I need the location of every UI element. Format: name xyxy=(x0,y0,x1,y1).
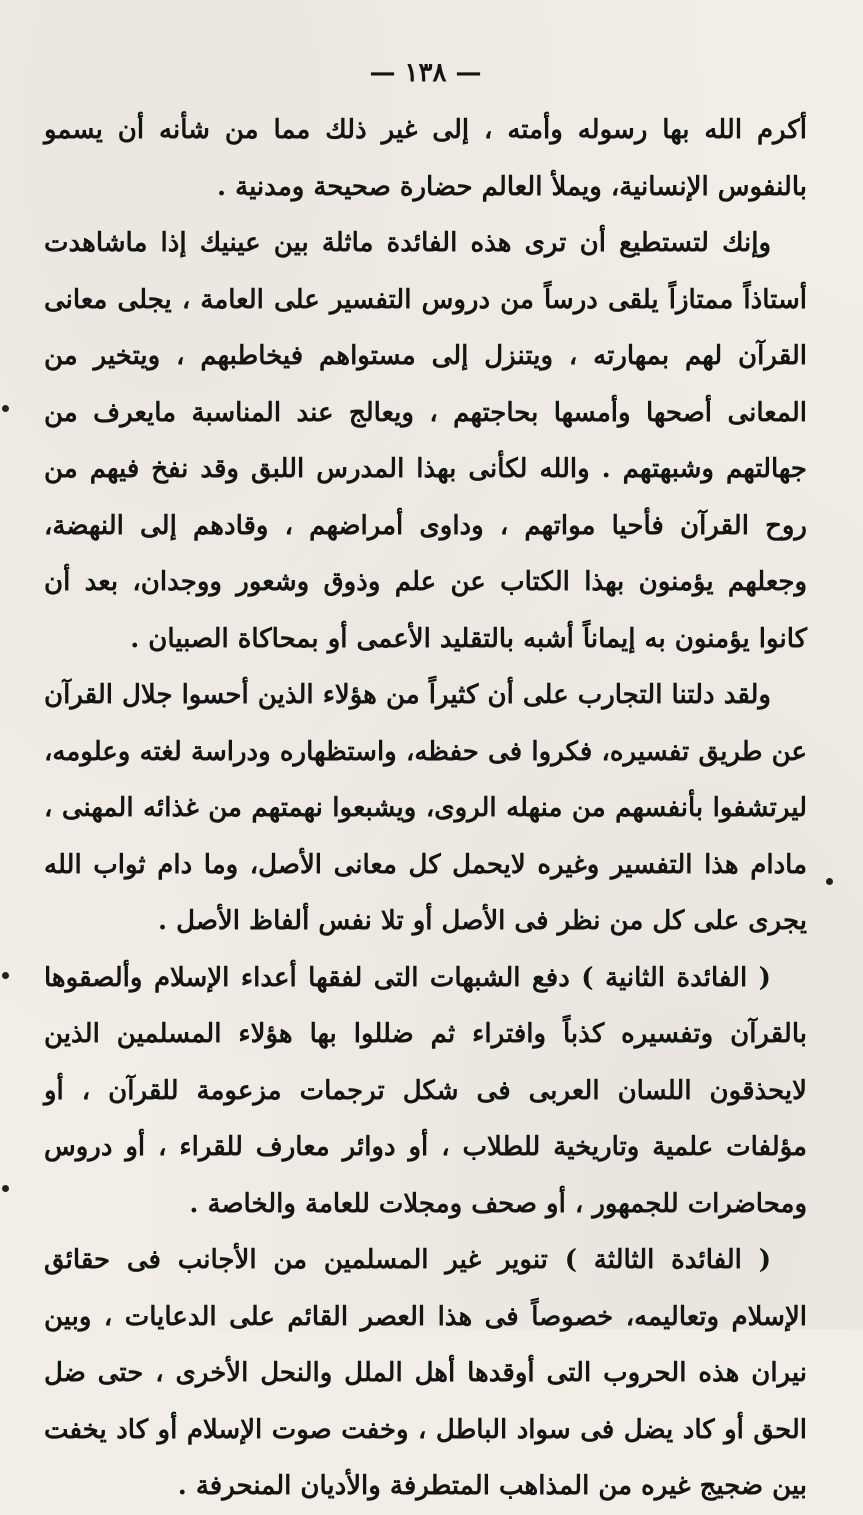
paragraph-teacher-example: وإنك لتستطيع أن ترى هذه الفائدة ماثلة بين عينيك إذا ماشاهدت أستاذاً ممتازاً يلقى درساً من دروس التفسير على العامة ، يجلى معانى القرآن لهم بمهارته ، ويتنزل إلى مستواهم فيخاطبهم ، ويتخير من المعانى أصحها وأمسها بحاجتهم ، ويعالج عند المناسبة مايعرف من جهالتهم وشبهتهم . والله لكأنى بهذا المدرس اللبق وقد نفخ فيهم من روح القرآن فأحيا مواتهم ، وداوى أمراضهم ، وقادهم إلى النهضة، وجعلهم يؤمنون بهذا الكتاب عن علم وذوق وشعور ووجدان، بعد أن كانوا يؤمنون به إيماناً أشبه بالتقليد الأعمى أو بمحاكاة الصبيان . xyxy=(44,228,807,654)
paragraph-experience: ولقد دلتنا التجارب على أن كثيراً من هؤلاء الذين أحسوا جلال القرآن عن طريق تفسيره، فكروا فى حفظه، واستظهاره ودراسة لغته وعلومه، ليرتشفوا بأنفسهم من منهله الروى، ويشبعوا نهمتهم من غذائه المهنى ، مادام هذا التفسير وغيره لايحمل كل معانى الأصل، وما دام ثواب الله يجرى على كل من نظر فى الأصل أو تلا نفس ألفاظ الأصل . xyxy=(44,680,807,936)
paragraph-third-benefit: ( الفائدة الثالثة ) تنوير غير المسلمين من الأجانب فى حقائق الإسلام وتعاليمه، خصوصاً فى هذا العصر القائم على الدعايات ، وبين نيران هذه الحروب التى أوقدها أهل الملل والنحل الأخرى ، حتى ضل الحق أو كاد يضل فى سواد الباطل ، وخفت صوت الإسلام أو كاد يخفت بين ضجيج غيره من المذاهب المتطرفة والأديان المنحرفة . xyxy=(44,1245,807,1501)
margin-dot xyxy=(2,972,9,979)
paragraph-second-benefit: ( الفائدة الثانية ) دفع الشبهات التى لفقها أعداء الإسلام وألصقوها بالقرآن وتفسيره كذباً وافتراء ثم ضللوا بها هؤلاء المسلمين الذين لايحذقون اللسان العربى فى شكل ترجمات مزعومة للقرآن ، أو مؤلفات علمية وتاريخية للطلاب ، أو دوائر معارف للقراء ، أو دروس ومحاضرات للجمهور ، أو صحف ومجلات للعامة والخاصة . xyxy=(44,962,808,1219)
margin-dot xyxy=(2,405,9,412)
page-number: — ١٣٨ — xyxy=(369,58,482,88)
margin-dot xyxy=(826,878,833,885)
paragraph-continuation: أكرم الله بها رسوله وأمته ، إلى غير ذلك مما من شأنه أن يسمو بالنفوس الإنسانية، ويملأ العالم حضارة صحيحة ومدنية . xyxy=(44,115,807,202)
page-body xyxy=(44,102,807,1515)
margin-dot xyxy=(2,1185,9,1192)
